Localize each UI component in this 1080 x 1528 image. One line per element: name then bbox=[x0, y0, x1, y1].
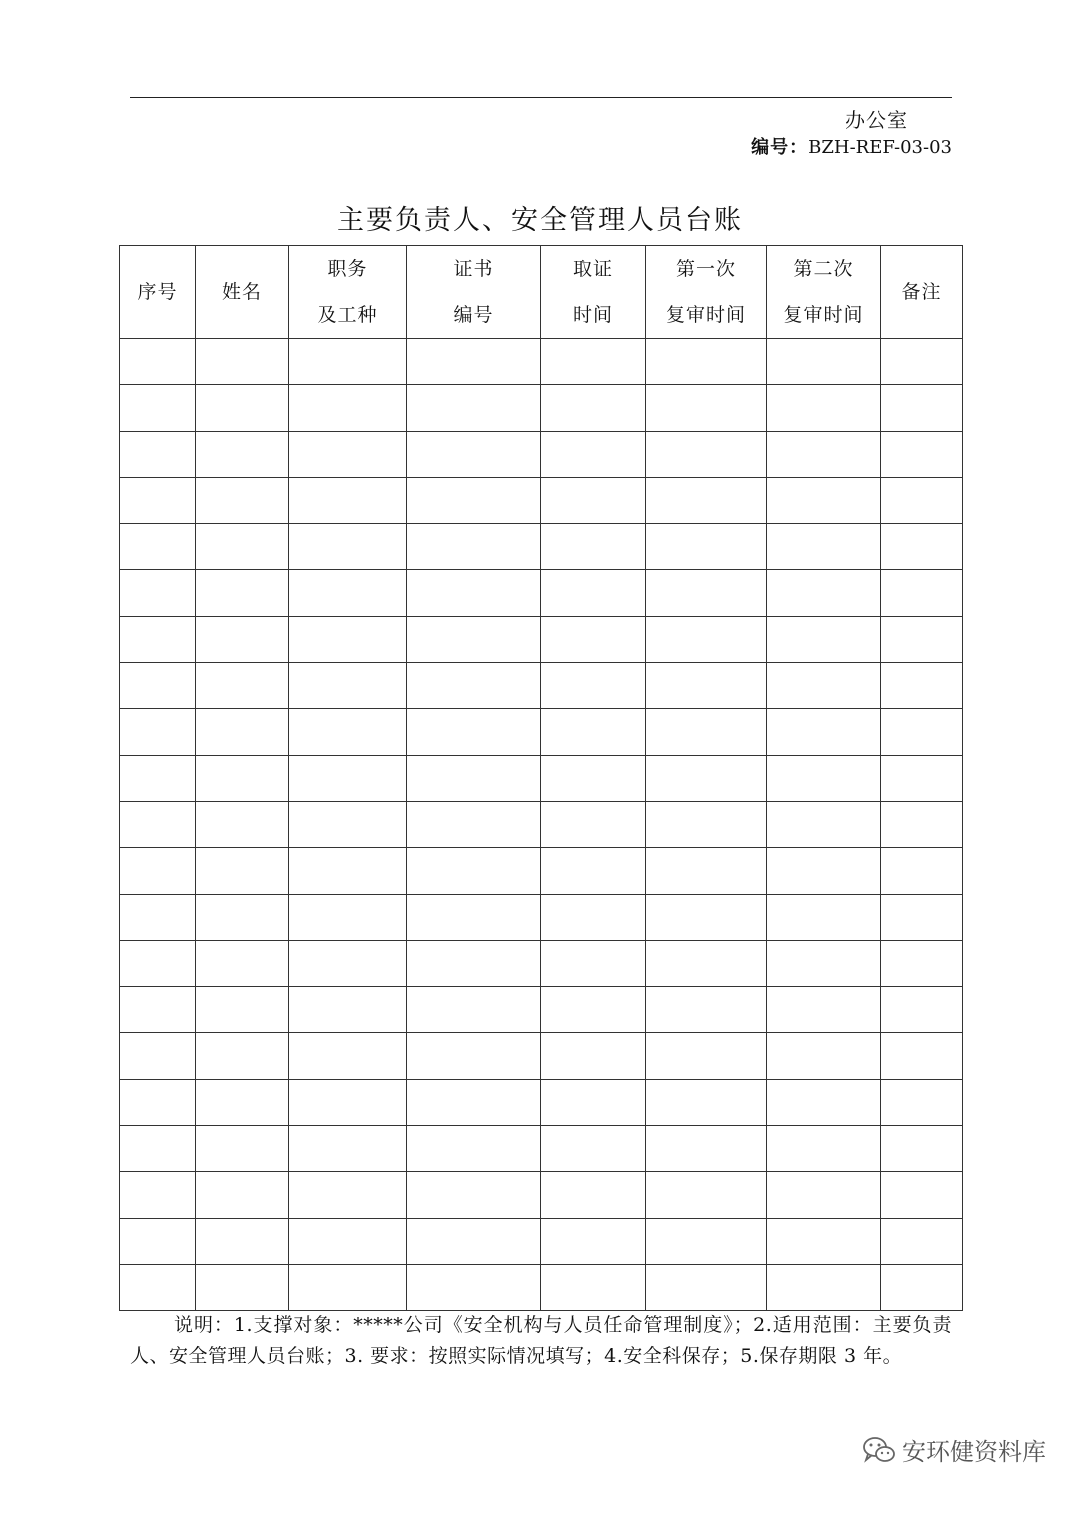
table-cell bbox=[196, 385, 289, 431]
table-cell bbox=[541, 848, 646, 894]
top-rule bbox=[130, 97, 952, 98]
table-cell bbox=[289, 1079, 407, 1125]
table-cell bbox=[120, 1264, 196, 1310]
table-cell bbox=[541, 339, 646, 385]
table-cell bbox=[196, 755, 289, 801]
table-cell bbox=[881, 1218, 963, 1264]
table-row bbox=[120, 755, 963, 801]
table-cell bbox=[407, 801, 541, 847]
table-cell bbox=[407, 755, 541, 801]
table-row bbox=[120, 616, 963, 662]
doc-number bbox=[751, 133, 952, 159]
table-cell bbox=[289, 1172, 407, 1218]
doc-number-label: 编号： bbox=[751, 137, 809, 158]
table-row bbox=[120, 894, 963, 940]
table-cell bbox=[120, 477, 196, 523]
wechat-icon bbox=[862, 1435, 896, 1465]
table-cell bbox=[407, 1264, 541, 1310]
note-text: 说明：1.支撑对象：*****公司《安全机构与人员任命管理制度》；2.适用范围：主要负责人、安全管理人员台账；3. 要求：按照实际情况填写；4.安全科保存；5.保存期限 3 年。 bbox=[130, 1314, 952, 1367]
department-label: 办公室 bbox=[845, 108, 908, 132]
page-title: 主要负责人、安全管理人员台账 bbox=[337, 205, 743, 236]
table-cell bbox=[646, 894, 767, 940]
table-cell bbox=[767, 339, 881, 385]
table-cell bbox=[541, 1172, 646, 1218]
table-cell bbox=[541, 709, 646, 755]
table-row bbox=[120, 524, 963, 570]
table-cell bbox=[407, 709, 541, 755]
table-cell bbox=[120, 663, 196, 709]
table-cell bbox=[881, 663, 963, 709]
table-cell bbox=[120, 755, 196, 801]
table-body bbox=[120, 339, 963, 1311]
column-header: 备注 bbox=[881, 246, 963, 339]
table-cell bbox=[646, 570, 767, 616]
table-cell bbox=[881, 1264, 963, 1310]
table-cell bbox=[646, 801, 767, 847]
table-cell bbox=[407, 1172, 541, 1218]
table-cell bbox=[289, 1264, 407, 1310]
table-row bbox=[120, 339, 963, 385]
table-cell bbox=[407, 987, 541, 1033]
table-cell bbox=[196, 1218, 289, 1264]
table-cell bbox=[881, 987, 963, 1033]
table-cell bbox=[767, 385, 881, 431]
table-cell bbox=[120, 1126, 196, 1172]
column-header: 职务 及工种 bbox=[289, 246, 407, 339]
table-cell bbox=[289, 709, 407, 755]
table-row bbox=[120, 987, 963, 1033]
table-cell bbox=[289, 339, 407, 385]
table-cell bbox=[120, 431, 196, 477]
table-cell bbox=[646, 1126, 767, 1172]
table-cell bbox=[196, 1033, 289, 1079]
table-cell bbox=[196, 1126, 289, 1172]
table-cell bbox=[196, 339, 289, 385]
table-cell bbox=[407, 663, 541, 709]
table-cell bbox=[881, 940, 963, 986]
table-cell bbox=[196, 894, 289, 940]
table-cell bbox=[120, 709, 196, 755]
ledger-table bbox=[119, 245, 963, 1311]
table-cell bbox=[646, 431, 767, 477]
table-cell bbox=[541, 801, 646, 847]
table-cell bbox=[407, 477, 541, 523]
table-cell bbox=[767, 940, 881, 986]
table-cell bbox=[120, 339, 196, 385]
column-header: 第一次 复审时间 bbox=[646, 246, 767, 339]
table-cell bbox=[407, 431, 541, 477]
table-cell bbox=[407, 894, 541, 940]
table-cell bbox=[196, 663, 289, 709]
table-cell bbox=[289, 1218, 407, 1264]
table-row bbox=[120, 848, 963, 894]
table-cell bbox=[120, 385, 196, 431]
table-cell bbox=[541, 385, 646, 431]
table-cell bbox=[120, 940, 196, 986]
table-cell bbox=[407, 1033, 541, 1079]
table-cell bbox=[407, 848, 541, 894]
table-cell bbox=[881, 755, 963, 801]
table-cell bbox=[881, 616, 963, 662]
table-cell bbox=[881, 709, 963, 755]
table-row bbox=[120, 709, 963, 755]
table-cell bbox=[767, 477, 881, 523]
table-cell bbox=[541, 1264, 646, 1310]
table-cell bbox=[881, 431, 963, 477]
table-row bbox=[120, 1079, 963, 1125]
table-cell bbox=[120, 801, 196, 847]
column-header: 证书 编号 bbox=[407, 246, 541, 339]
table-cell bbox=[120, 570, 196, 616]
table-cell bbox=[881, 1126, 963, 1172]
table-cell bbox=[646, 524, 767, 570]
table-cell bbox=[289, 940, 407, 986]
table-cell bbox=[289, 1033, 407, 1079]
table-cell bbox=[289, 848, 407, 894]
table-cell bbox=[646, 616, 767, 662]
table-cell bbox=[881, 801, 963, 847]
table-cell bbox=[120, 1033, 196, 1079]
table-cell bbox=[120, 894, 196, 940]
table-cell bbox=[881, 339, 963, 385]
table-row bbox=[120, 477, 963, 523]
table-cell bbox=[881, 1033, 963, 1079]
column-header: 序号 bbox=[120, 246, 196, 339]
table-cell bbox=[541, 894, 646, 940]
table-cell bbox=[767, 801, 881, 847]
table-cell bbox=[767, 1172, 881, 1218]
table-cell bbox=[541, 663, 646, 709]
table-cell bbox=[289, 987, 407, 1033]
table-cell bbox=[120, 1218, 196, 1264]
table-cell bbox=[767, 431, 881, 477]
table-cell bbox=[541, 524, 646, 570]
watermark-text: 安环健资料库 bbox=[902, 1438, 1046, 1466]
table-cell bbox=[541, 477, 646, 523]
table-cell bbox=[196, 616, 289, 662]
table-cell bbox=[541, 616, 646, 662]
table-cell bbox=[196, 524, 289, 570]
table-cell bbox=[289, 663, 407, 709]
table-row bbox=[120, 1264, 963, 1310]
table-cell bbox=[541, 987, 646, 1033]
table-cell bbox=[196, 431, 289, 477]
table-row bbox=[120, 1126, 963, 1172]
table-cell bbox=[767, 987, 881, 1033]
table-cell bbox=[646, 1172, 767, 1218]
table-cell bbox=[407, 1079, 541, 1125]
table-cell bbox=[541, 431, 646, 477]
table-cell bbox=[196, 987, 289, 1033]
table-cell bbox=[646, 663, 767, 709]
table-cell bbox=[646, 848, 767, 894]
table-cell bbox=[289, 801, 407, 847]
table-cell bbox=[289, 1126, 407, 1172]
table-cell bbox=[196, 1264, 289, 1310]
table-cell bbox=[881, 477, 963, 523]
table-cell bbox=[196, 801, 289, 847]
table-cell bbox=[646, 1079, 767, 1125]
table-cell bbox=[646, 709, 767, 755]
table-cell bbox=[767, 709, 881, 755]
table-cell bbox=[767, 755, 881, 801]
table-cell bbox=[767, 663, 881, 709]
table-cell bbox=[289, 385, 407, 431]
table-cell bbox=[541, 570, 646, 616]
table-cell bbox=[289, 570, 407, 616]
table-cell bbox=[646, 385, 767, 431]
table-cell bbox=[120, 848, 196, 894]
table-cell bbox=[881, 385, 963, 431]
table-row bbox=[120, 385, 963, 431]
column-header: 取证 时间 bbox=[541, 246, 646, 339]
table-cell bbox=[541, 1033, 646, 1079]
table-cell bbox=[881, 1172, 963, 1218]
table-cell bbox=[541, 1079, 646, 1125]
table-cell bbox=[646, 940, 767, 986]
table-cell bbox=[541, 1126, 646, 1172]
table-cell bbox=[646, 755, 767, 801]
table-cell bbox=[646, 987, 767, 1033]
table-cell bbox=[289, 755, 407, 801]
table-cell bbox=[120, 987, 196, 1033]
table-cell bbox=[407, 1126, 541, 1172]
table-cell bbox=[646, 477, 767, 523]
table-cell bbox=[767, 894, 881, 940]
table-cell bbox=[196, 940, 289, 986]
table-row bbox=[120, 1218, 963, 1264]
table-cell bbox=[407, 524, 541, 570]
table-cell bbox=[646, 1264, 767, 1310]
table-cell bbox=[407, 385, 541, 431]
table-cell bbox=[120, 1079, 196, 1125]
table-cell bbox=[767, 848, 881, 894]
table-cell bbox=[767, 1079, 881, 1125]
table-cell bbox=[767, 616, 881, 662]
table-cell bbox=[541, 755, 646, 801]
table-cell bbox=[289, 616, 407, 662]
watermark bbox=[862, 1432, 1046, 1467]
table-cell bbox=[881, 524, 963, 570]
table-cell bbox=[196, 477, 289, 523]
table-cell bbox=[407, 1218, 541, 1264]
table-row bbox=[120, 940, 963, 986]
table-header-row bbox=[120, 246, 963, 339]
column-header: 第二次 复审时间 bbox=[767, 246, 881, 339]
table-cell bbox=[767, 524, 881, 570]
table-cell bbox=[881, 894, 963, 940]
table-row bbox=[120, 431, 963, 477]
table-row bbox=[120, 1172, 963, 1218]
table-row bbox=[120, 663, 963, 709]
table-cell bbox=[289, 524, 407, 570]
table-row bbox=[120, 1033, 963, 1079]
table-row bbox=[120, 570, 963, 616]
table-cell bbox=[289, 477, 407, 523]
table-cell bbox=[196, 570, 289, 616]
table-cell bbox=[196, 1172, 289, 1218]
table-cell bbox=[646, 1218, 767, 1264]
table-cell bbox=[120, 616, 196, 662]
table-cell bbox=[646, 1033, 767, 1079]
table-cell bbox=[289, 431, 407, 477]
table-cell bbox=[407, 940, 541, 986]
table-cell bbox=[646, 339, 767, 385]
table-cell bbox=[541, 940, 646, 986]
table-cell bbox=[881, 848, 963, 894]
table-cell bbox=[767, 1264, 881, 1310]
table-cell bbox=[407, 616, 541, 662]
table-cell bbox=[881, 570, 963, 616]
table-cell bbox=[767, 1033, 881, 1079]
doc-number-value: BZH-REF-03-03 bbox=[808, 137, 952, 158]
table-cell bbox=[289, 894, 407, 940]
column-header: 姓名 bbox=[196, 246, 289, 339]
table-cell bbox=[541, 1218, 646, 1264]
table-cell bbox=[767, 1126, 881, 1172]
table-cell bbox=[407, 570, 541, 616]
table-cell bbox=[120, 1172, 196, 1218]
table-cell bbox=[767, 1218, 881, 1264]
table-cell bbox=[881, 1079, 963, 1125]
table-row bbox=[120, 801, 963, 847]
table-cell bbox=[120, 524, 196, 570]
table-cell bbox=[767, 570, 881, 616]
table-cell bbox=[196, 1079, 289, 1125]
table-cell bbox=[407, 339, 541, 385]
table-cell bbox=[196, 709, 289, 755]
table-cell bbox=[196, 848, 289, 894]
